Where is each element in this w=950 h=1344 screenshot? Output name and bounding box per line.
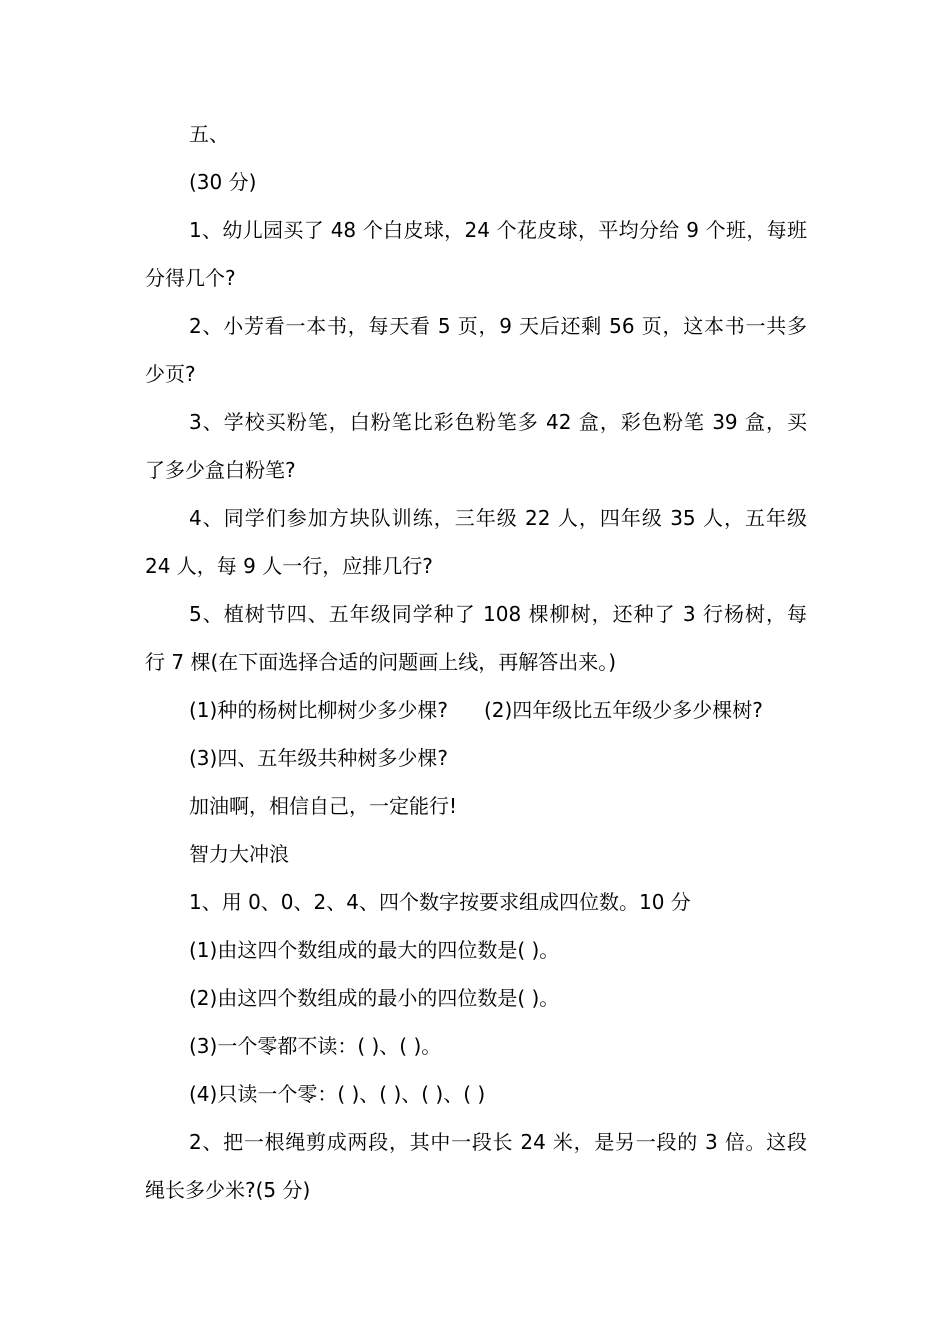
problem-5-line-1: 5、植树节四、五年级同学种了 108 棵柳树，还种了 3 行杨树，每 — [189, 602, 807, 626]
encouragement-text: 加油啊，相信自己，一定能行! — [189, 794, 458, 818]
section-score: (30 分) — [189, 170, 257, 194]
challenge-1-part-4: (4)只读一个零：( )、( )、( )、( ) — [189, 1082, 486, 1106]
problem-3-line-1: 3、学校买粉笔，白粉笔比彩色粉笔多 42 盒，彩色粉笔 39 盒，买 — [189, 410, 807, 434]
document-page — [145, 110, 807, 1214]
challenge-1-part-2: (2)由这四个数组成的最小的四位数是( )。 — [189, 986, 560, 1010]
section-heading: 五、 — [189, 122, 229, 146]
challenge-1-part-3: (3)一个零都不读：( )、( )。 — [189, 1034, 442, 1058]
problem-4-line-2: 24 人，每 9 人一行，应排几行? — [145, 554, 433, 578]
problem-3-line-2: 了多少盒白粉笔? — [145, 458, 296, 482]
problem-5-options-row — [145, 686, 807, 734]
challenge-heading: 智力大冲浪 — [189, 842, 289, 866]
problem-2-line-2: 少页? — [145, 362, 196, 386]
problem-2-line-1: 2、小芳看一本书，每天看 5 页，9 天后还剩 56 页，这本书一共多 — [189, 314, 807, 338]
problem-1-line-1: 1、幼儿园买了 48 个白皮球，24 个花皮球，平均分给 9 个班，每班 — [189, 218, 807, 242]
problem-5-option-1: (1)种的杨树比柳树少多少棵? — [189, 698, 448, 722]
challenge-2-line-2: 绳长多少米?(5 分) — [145, 1178, 311, 1202]
problem-5-line-2: 行 7 棵(在下面选择合适的问题画上线，再解答出来。) — [145, 650, 617, 674]
problem-4-line-1: 4、同学们参加方块队训练，三年级 22 人，四年级 35 人，五年级 — [189, 506, 807, 530]
problem-5-option-3: (3)四、五年级共种树多少棵? — [189, 746, 448, 770]
challenge-1-prompt: 1、用 0、0、2、4、四个数字按要求组成四位数。10 分 — [189, 890, 691, 914]
challenge-2-line-1: 2、把一根绳剪成两段，其中一段长 24 米，是另一段的 3 倍。这段 — [189, 1130, 807, 1154]
challenge-1-part-1: (1)由这四个数组成的最大的四位数是( )。 — [189, 938, 560, 962]
problem-1-line-2: 分得几个? — [145, 266, 236, 290]
problem-5-option-2: (2)四年级比五年级少多少棵树? — [483, 698, 763, 722]
